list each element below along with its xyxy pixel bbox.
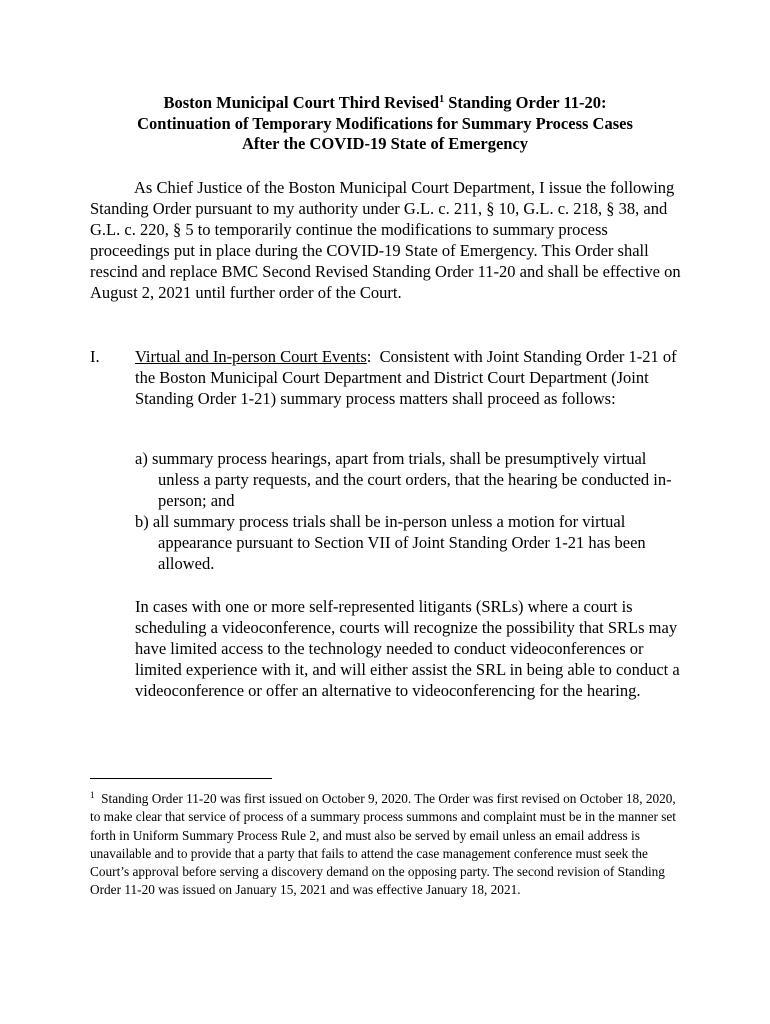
section-1-body: Virtual and In-person Court Events: Consistent with Joint Standing Order 1-21 of the Boston Municipal Court Department and District Court Department (Joint Standing Order 1-21) summary process matters shall proceed as follows: <box>135 347 681 408</box>
title-line-3: After the COVID-19 State of Emergency <box>241 134 529 153</box>
title-line-2: Continuation of Temporary Modifications for Summary Process Cases <box>137 113 633 133</box>
footnote-marker: 1 <box>90 790 95 800</box>
footnote <box>90 790 685 900</box>
footnote-text: Standing Order 11-20 was first issued on October 9, 2020. The Order was first revised on October 18, 2020, to make clear that service of process of a summary process summons and complaint must be in the manner set forth in Uniform Summary Process Rule 2, and must also be served by email unless an email address is unavailable and to provide that a party that fails to attend the case management conference must seek the Court’s approval before serving a discovery demand on the opposing party. The second revision of Standing Order 11-20 was issued on January 15, 2021 and was effective January 18, 2021. <box>90 791 677 898</box>
title-footnote-marker: 1 <box>439 94 445 105</box>
list-item: b) all summary process trials shall be in-person unless a motion for virtual appearance pursuant to Section VII of Joint Standing Order 1-21 has been allowed. <box>135 512 646 573</box>
intro-paragraph: As Chief Justice of the Boston Municipal Court Department, I issue the following Standing Order pursuant to my authority under G.L. c. 211, § 10, G.L. c. 218, § 38, and G.L. c. 220, § 5 to temporarily continue the modifications to summary process proceedings put in place during the COVID-19 State of Emergency. This Order shall rescind and replace BMC Second Revised Standing Order 11-20 and shall be effective on August 2, 2021 until further order of the Court. <box>90 178 681 302</box>
footnote-divider <box>90 778 272 779</box>
section-heading: Virtual and In-person Court Events <box>135 347 367 366</box>
document-title <box>90 93 680 155</box>
section-number: I. <box>90 347 100 366</box>
list-item: a) summary process hearings, apart from trials, shall be presumptively virtual unless a party requests, and the court orders, that the hearing be conducted in-person; and <box>135 449 672 510</box>
section-1-list <box>135 448 680 574</box>
title-line-1: Boston Municipal Court Third Revised$^1$ Standing Order 11-20: <box>163 93 607 112</box>
srl-paragraph: In cases with one or more self-represented litigants (SRLs) where a court is scheduling a videoconference, courts will recognize the possibility that SRLs may have limited access to the technology needed to conduct videoconferences or limited experience with it, and will either assist the SRL in being able to conduct a videoconference or offer an alternative to videoconferencing for the hearing. <box>135 597 680 700</box>
